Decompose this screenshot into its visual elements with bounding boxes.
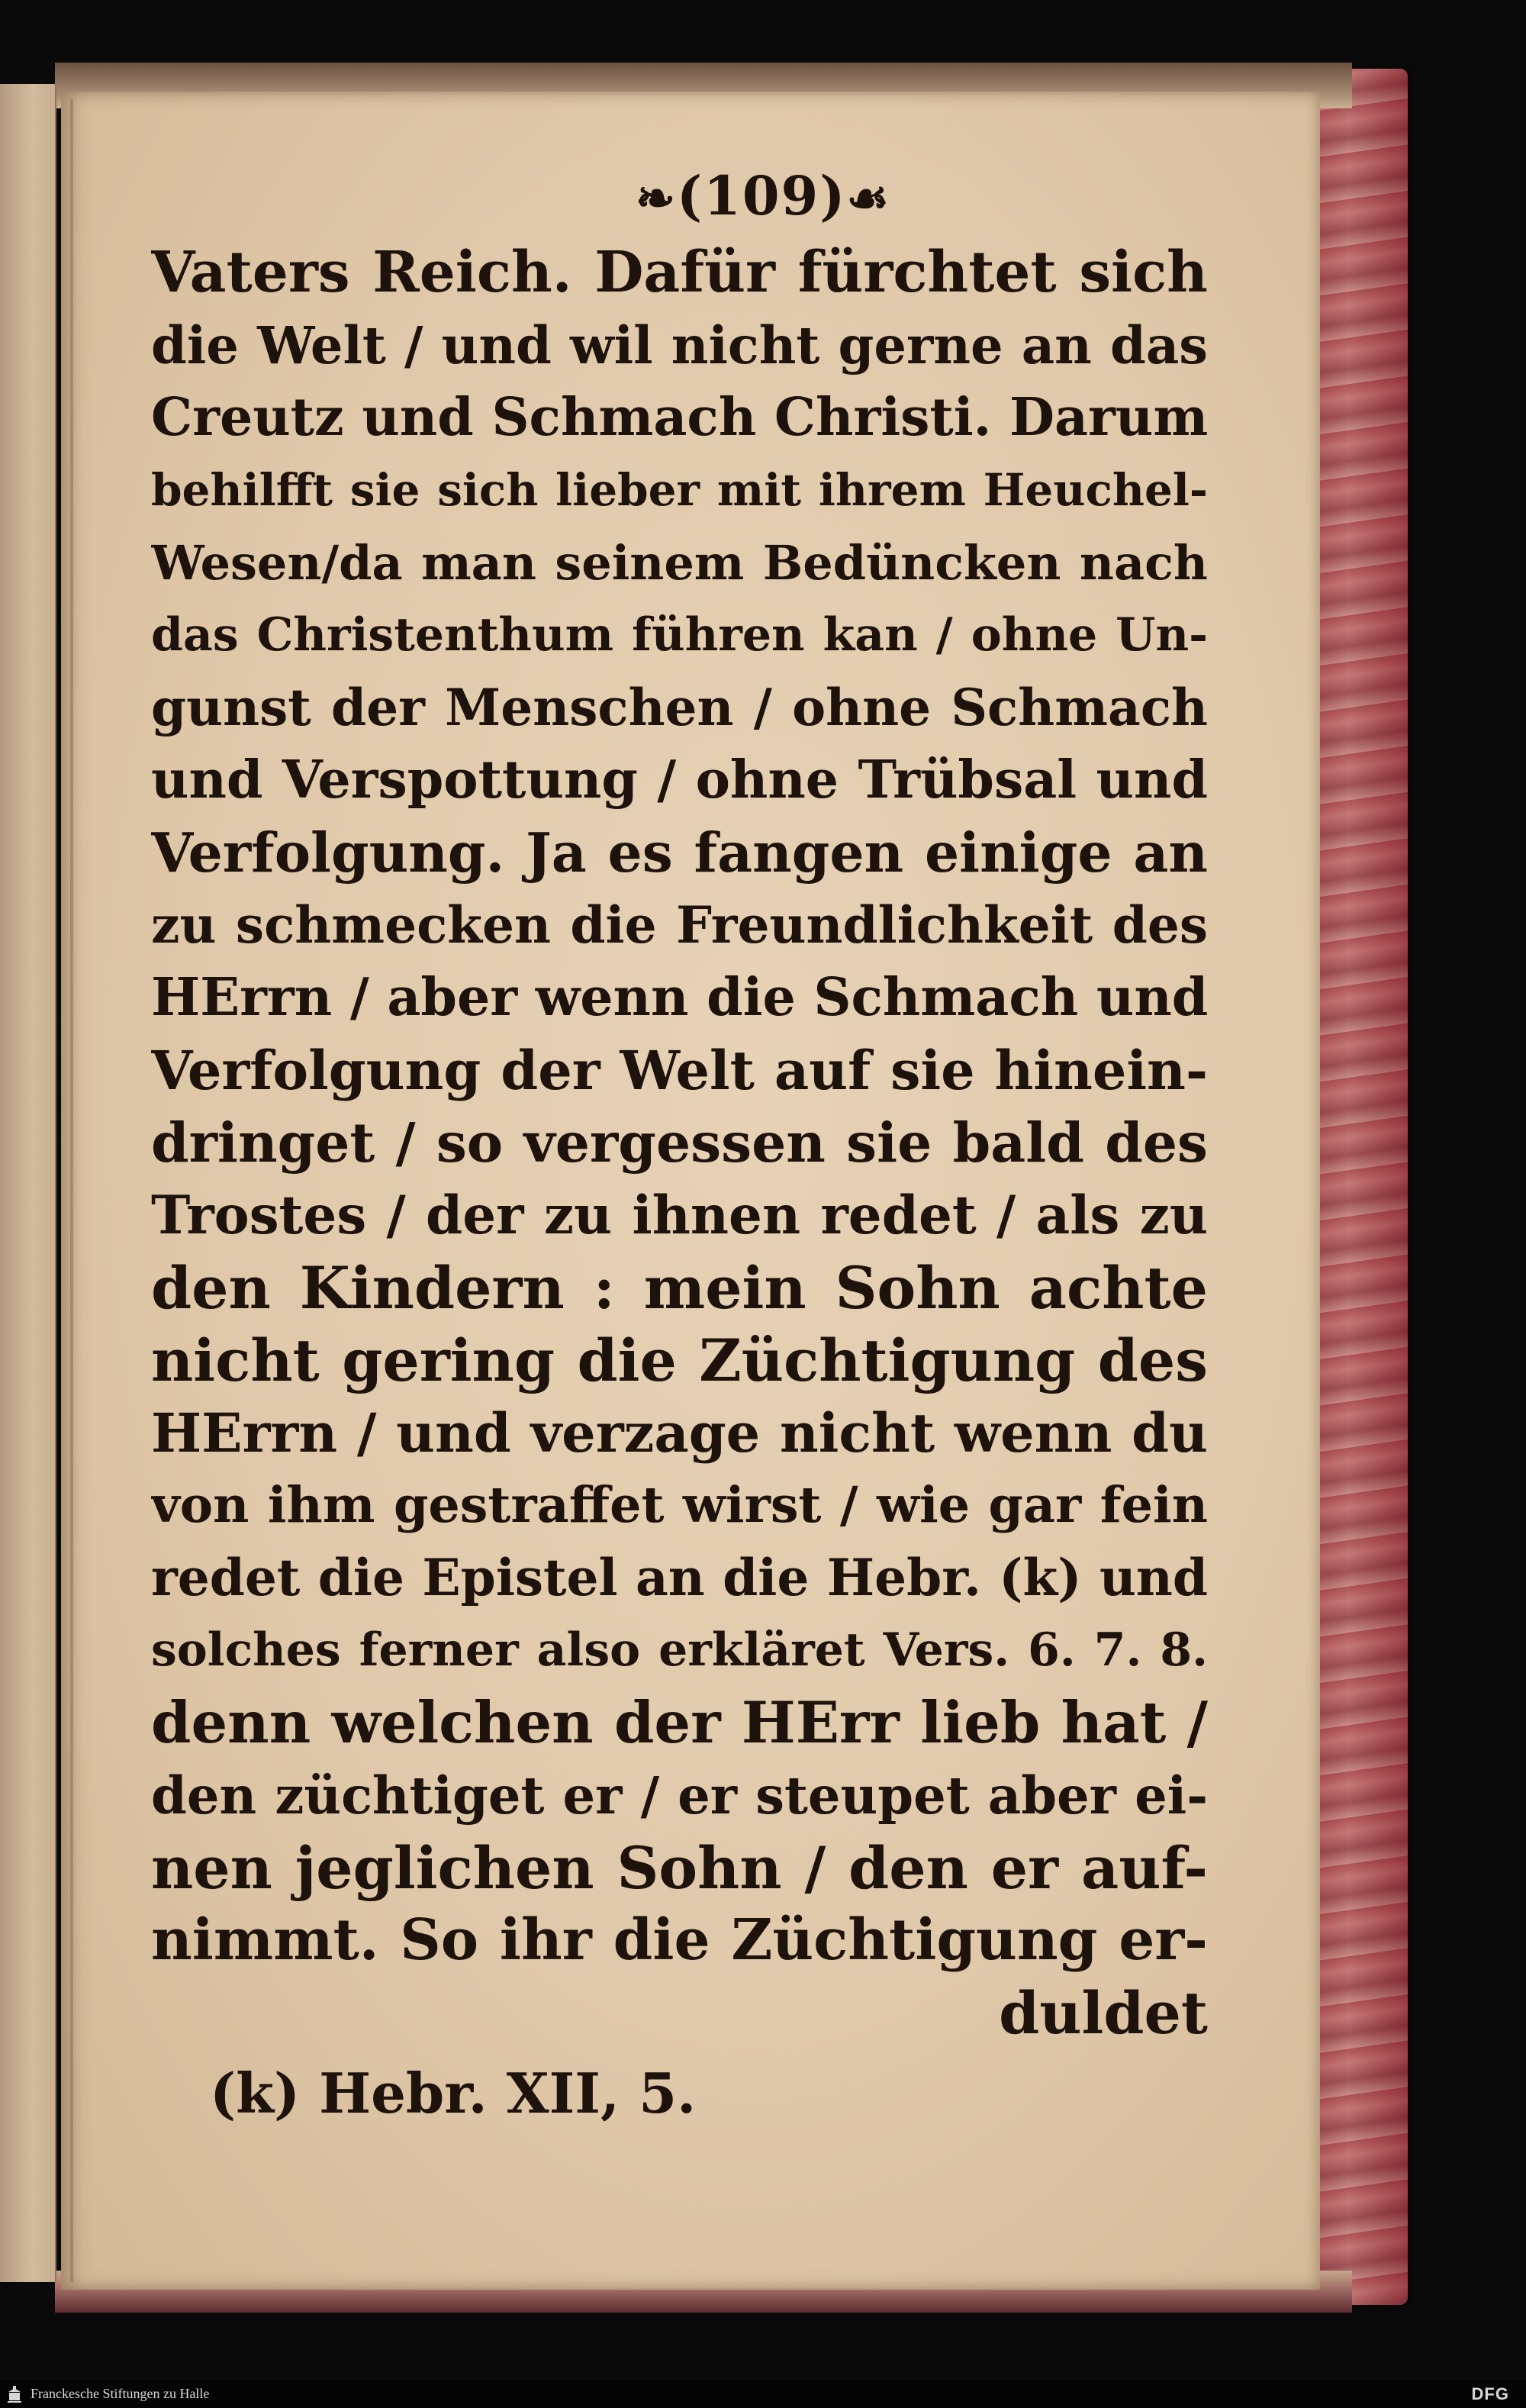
text-line: solches ferner also erkläret Vers. 6. 7. 8. <box>151 1623 1208 1677</box>
text-line: das Christenthum führen kan / ohne Un- <box>151 608 1208 662</box>
page-gutter <box>70 99 73 2282</box>
institution-name: Franckesche Stiftungen zu Halle <box>31 2386 210 2401</box>
text-line: und Verspottung / ohne Trübsal und <box>151 749 1208 811</box>
text-line: Verfolgung. Ja es fangen einige an <box>151 820 1208 885</box>
text-line: nen jeglichen Sohn / den er auf- <box>151 1834 1208 1902</box>
text-line: den Kindern : mein Sohn achte <box>151 1254 1208 1322</box>
footer-institution <box>6 2384 209 2404</box>
text-line: nimmt. So ihr die Züchtigung er- <box>151 1907 1208 1973</box>
page-number: (109) <box>677 164 847 227</box>
text-line: HErrn / aber wenn die Schmach und <box>151 967 1208 1028</box>
ornament-right-icon: ☙ <box>846 170 890 226</box>
catchword: duldet <box>999 1979 1208 2047</box>
text-line: Verfolgung der Welt auf sie hinein- <box>151 1039 1208 1102</box>
previous-page-edge <box>0 84 56 2282</box>
text-line: denn welchen der HErr lieb hat / <box>151 1689 1208 1756</box>
text-line: behilfft sie sich lieber mit ihrem Heuchel- <box>151 464 1208 516</box>
ornament-left-icon: ❧ <box>636 170 677 226</box>
text-line: Creutz und Schmach Christi. Darum <box>151 387 1208 448</box>
institution-logo-icon <box>6 2384 23 2404</box>
text-line: nicht gering die Züchtigung des <box>151 1326 1208 1394</box>
footnote: (k) Hebr. XII, 5. <box>210 2061 697 2126</box>
dfg-logo: DFG <box>1471 2384 1509 2403</box>
text-line: Vaters Reich. Dafür fürchtet sich <box>151 240 1208 305</box>
text-line: zu schmecken die Freundlichkeit des <box>151 895 1208 955</box>
text-line: gunst der Menschen / ohne Schmach <box>151 678 1208 737</box>
text-line: Wesen/da man seinem Bedüncken nach <box>151 535 1208 591</box>
text-line: Trostes / der zu ihnen redet / als zu <box>151 1185 1208 1246</box>
page-number-header <box>0 164 1526 227</box>
text-line: die Welt / und wil nicht gerne an das <box>151 315 1208 376</box>
text-line: HErrn / und verzage nicht wenn du <box>151 1401 1208 1465</box>
text-line: dringet / so vergessen sie bald des <box>151 1111 1208 1175</box>
text-line: von ihm gestraffet wirst / wie gar fein <box>151 1476 1208 1534</box>
body-text <box>151 237 1208 2049</box>
text-line: redet die Epistel an die Hebr. (k) und <box>151 1548 1208 1607</box>
text-line: den züchtiget er / er steupet aber ei- <box>151 1765 1208 1826</box>
footer-bar <box>0 2380 1526 2408</box>
